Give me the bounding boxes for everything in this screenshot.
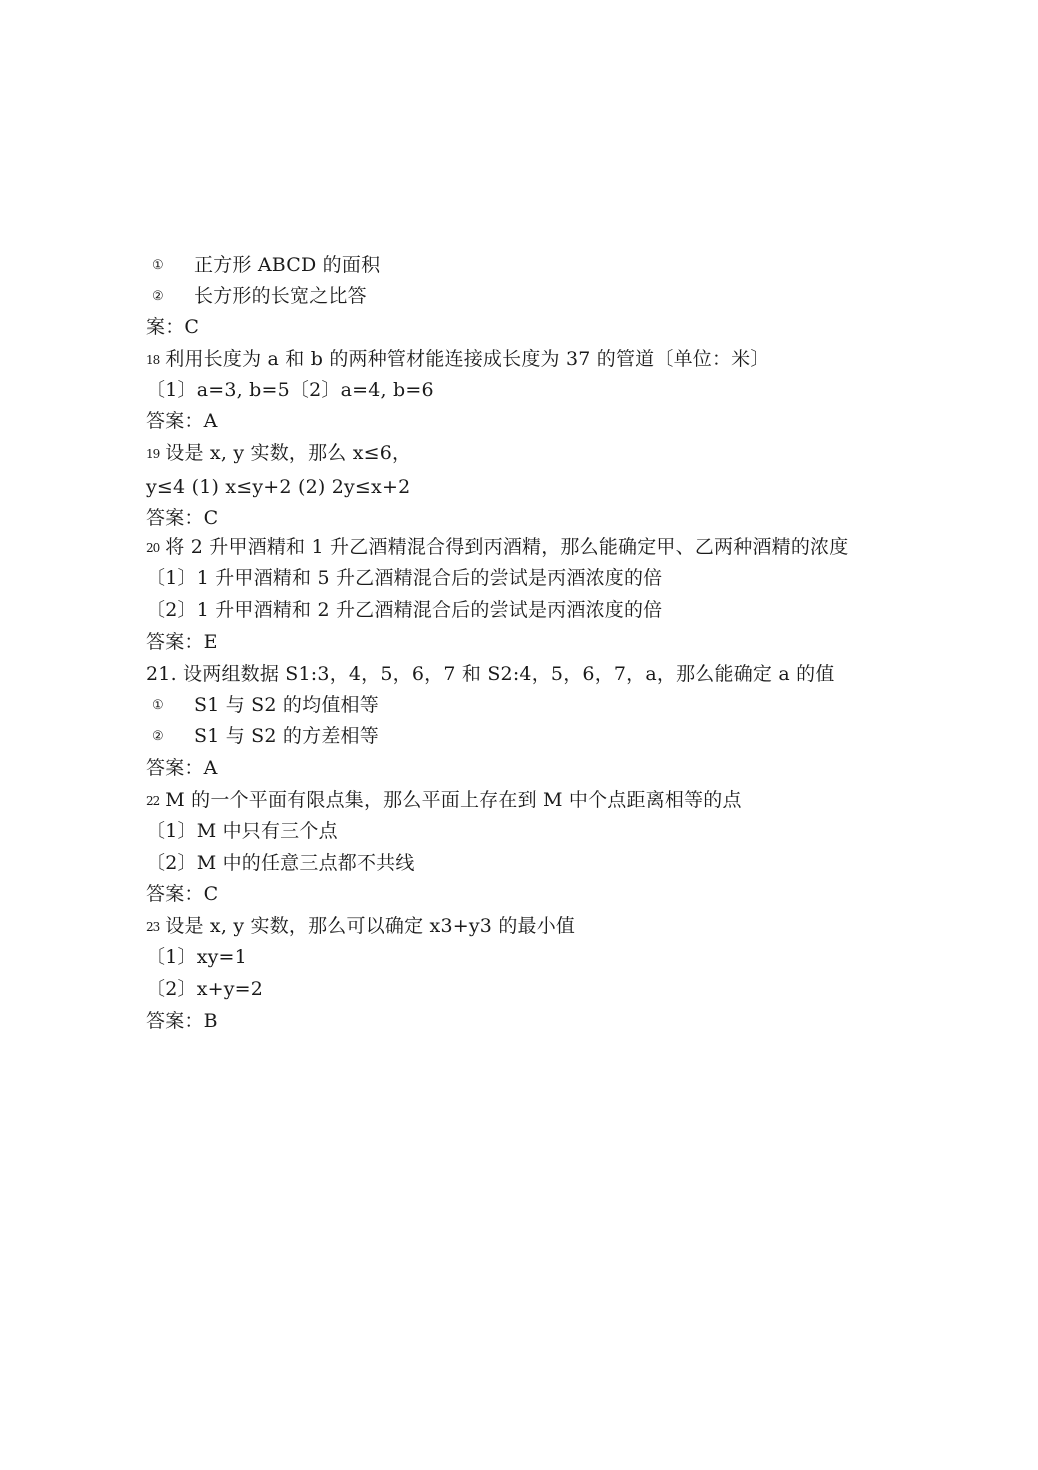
line-text: M 的一个平面有限点集，那么平面上存在到 M 中个点距离相等的点 bbox=[165, 789, 742, 811]
answer-line bbox=[146, 409, 218, 433]
answer-line bbox=[146, 315, 199, 339]
condition-line bbox=[146, 378, 434, 402]
question-22 bbox=[146, 788, 742, 813]
line-text: 答案：E bbox=[146, 631, 218, 653]
line-text: 〔1〕M 中只有三个点 bbox=[146, 820, 338, 842]
line-text: 答案：A bbox=[146, 410, 218, 432]
option-2-line bbox=[152, 284, 367, 309]
question-number: 23 bbox=[146, 920, 160, 934]
option-marker: ① bbox=[152, 258, 164, 273]
condition-line bbox=[146, 851, 415, 875]
question-number: 22 bbox=[146, 794, 160, 808]
question-21 bbox=[146, 662, 835, 686]
line-text: 〔1〕xy=1 bbox=[146, 946, 247, 968]
question-20 bbox=[146, 535, 848, 560]
line-text: 〔1〕1 升甲酒精和 5 升乙酒精混合后的尝试是丙酒浓度的倍 bbox=[146, 567, 663, 589]
line-text: 〔2〕x+y=2 bbox=[146, 978, 264, 1000]
question-number: 18 bbox=[146, 353, 160, 367]
condition-line bbox=[146, 475, 410, 499]
option-marker: ② bbox=[152, 289, 164, 304]
question-number: 19 bbox=[146, 447, 160, 461]
condition-line bbox=[146, 819, 338, 843]
option-marker: ① bbox=[152, 698, 164, 713]
answer-line bbox=[146, 506, 218, 530]
line-text: 案：C bbox=[146, 316, 200, 338]
condition-line bbox=[146, 566, 662, 590]
question-19 bbox=[146, 441, 411, 466]
condition-line bbox=[146, 945, 247, 969]
line-text: 利用长度为 a 和 b 的两种管材能连接成长度为 37 的管道〔单位：米〕 bbox=[165, 348, 770, 370]
answer-line bbox=[146, 1009, 218, 1033]
line-text: S1 与 S2 的方差相等 bbox=[194, 725, 379, 747]
line-text: 将 2 升甲酒精和 1 升乙酒精混合得到丙酒精，那么能确定甲、乙两种酒精的浓度 bbox=[165, 536, 849, 558]
line-text: 答案：C bbox=[146, 507, 219, 529]
line-text: 〔1〕a=3, b=5〔2〕a=4, b=6 bbox=[146, 379, 434, 401]
answer-line bbox=[146, 882, 218, 906]
line-text: 设是 x, y 实数，那么可以确定 x3+y3 的最小值 bbox=[165, 915, 576, 937]
condition-line bbox=[146, 598, 662, 622]
line-text: 答案：C bbox=[146, 883, 219, 905]
condition-line bbox=[146, 977, 263, 1001]
line-text: y≤4 (1) x≤y+2 (2) 2y≤x+2 bbox=[146, 476, 411, 498]
line-text: 〔2〕1 升甲酒精和 2 升乙酒精混合后的尝试是丙酒浓度的倍 bbox=[146, 599, 663, 621]
answer-line bbox=[146, 630, 218, 654]
line-text: 21. 设两组数据 S1:3，4，5，6，7 和 S2:4，5，6，7，a，那么能确定 a 的值 bbox=[146, 663, 835, 685]
line-text: 设是 x, y 实数，那么 x≤6， bbox=[165, 442, 412, 464]
line-text: S1 与 S2 的均值相等 bbox=[194, 694, 379, 716]
option-2-line bbox=[152, 724, 379, 749]
line-text: 正方形 ABCD 的面积 bbox=[194, 254, 381, 276]
line-text: 〔2〕M 中的任意三点都不共线 bbox=[146, 852, 415, 874]
option-1-line bbox=[152, 253, 380, 278]
option-marker: ② bbox=[152, 729, 164, 744]
question-23 bbox=[146, 914, 575, 939]
option-1-line bbox=[152, 693, 379, 718]
line-text: 长方形的长宽之比答 bbox=[194, 285, 367, 307]
question-18 bbox=[146, 347, 770, 372]
line-text: 答案：A bbox=[146, 757, 218, 779]
line-text: 答案：B bbox=[146, 1010, 218, 1032]
answer-line bbox=[146, 756, 218, 780]
question-number: 20 bbox=[146, 541, 160, 555]
